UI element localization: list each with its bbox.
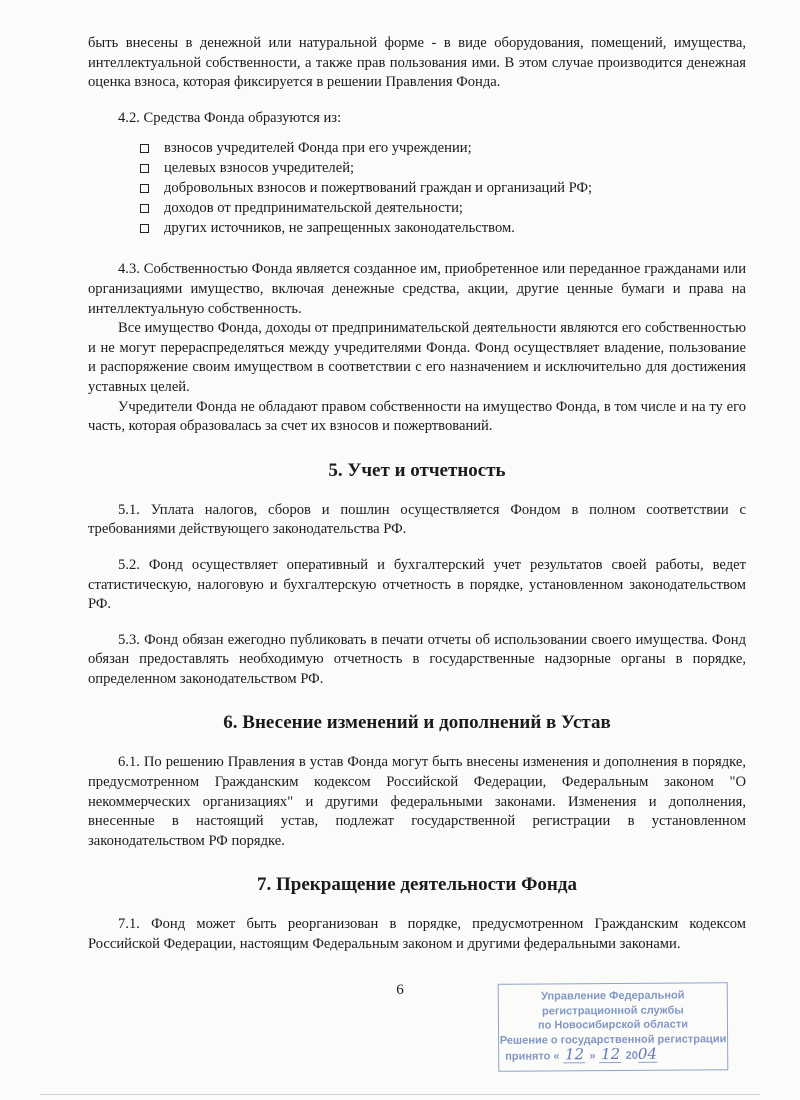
sources-list <box>88 138 746 238</box>
paragraph-4-3-founders: Учредители Фонда не обладают правом собственности на имущество Фонда, в том числе и на ту его часть, которая образовалась за счет их взносов и пожертвований. <box>88 398 746 435</box>
page-number: 6 <box>396 982 404 998</box>
paragraph-4-2: 4.2. Средства Фонда образуются из: <box>118 109 342 126</box>
checkbox-bullet-icon <box>140 224 149 233</box>
list-item: взносов учредителей Фонда при его учреждении; <box>140 138 746 158</box>
registration-stamp <box>498 982 729 1072</box>
paragraph-4-3-property: Все имущество Фонда, доходы от предпринимательской деятельности являются его собственностью и не могут перераспределяться между учредителями Фонда. Фонд осуществляет владение, пользование и распоряжение своим имуществом в соответствии с его назначением и исключительно для достижения уставных целей. <box>88 320 746 395</box>
stamp-line: регистрационной службы <box>541 1004 684 1017</box>
document-body <box>88 34 746 955</box>
paragraph-5-1: 5.1. Уплата налогов, сборов и пошлин осуществляется Фондом в полном соответствии с требованиями действующего законодательства РФ. <box>88 501 746 538</box>
stamp-line: Управление Федеральной <box>541 989 685 1003</box>
paragraph-5-3: 5.3. Фонд обязан ежегодно публиковать в печати отчеты об использовании своего имущества. Фонд обязан предоставлять необходимую отчетность в государственные надзорные органы в порядке, определенном законодательством РФ. <box>88 631 746 687</box>
paragraph-5-2: 5.2. Фонд осуществляет оперативный и бухгалтерский учет результатов своей работы, ведет статистическую, налоговую и бухгалтерскую отчетность в порядке, установленном законодательством РФ. <box>88 556 746 613</box>
stamp-line: Решение о государственной регистрации <box>499 1032 727 1047</box>
checkbox-bullet-icon <box>140 164 149 173</box>
stamp-line: по Новосибирской области <box>537 1018 689 1032</box>
scan-edge-divider <box>40 1094 760 1095</box>
section-5-heading: 5. Учет и отчетность <box>328 459 506 481</box>
paragraph-4-3: 4.3. Собственностью Фонда является созданное им, приобретенное или переданное гражданами или организациями имущество, включая денежные средства, акции, другие ценные бумаги и права на интеллектуальную собственность. <box>88 261 746 317</box>
list-item: добровольных взносов и пожертвований граждан и организаций РФ; <box>140 178 746 198</box>
checkbox-bullet-icon <box>140 184 149 193</box>
stamp-day: 12 <box>564 1045 585 1064</box>
stamp-month: 12 <box>601 1044 621 1064</box>
stamp-date-line: принято « 12 » 12 2004 <box>505 1044 658 1064</box>
checkbox-bullet-icon <box>140 204 149 213</box>
list-item: других источников, не запрещенных законодательством. <box>140 218 746 238</box>
section-6-heading: 6. Внесение изменений и дополнений в Устав <box>223 712 611 734</box>
paragraph-7-1: 7.1. Фонд может быть реорганизован в порядке, предусмотренном Гражданским кодексом Российской Федерации, настоящим Федеральным законом и другими федеральными законами. <box>88 916 746 953</box>
paragraph-continuation: быть внесены в денежной или натуральной форме - в виде оборудования, помещений, имущества, интеллектуальной собственности, а также прав пользования ими. В этом случае производится денежная оценка взноса, которая фиксируется в решении Правления Фонда. <box>88 35 746 91</box>
list-item: доходов от предпринимательской деятельности; <box>140 198 746 218</box>
checkbox-bullet-icon <box>140 144 149 153</box>
paragraph-6-1: 6.1. По решению Правления в устав Фонда могут быть внесены изменения и дополнения в порядке, предусмотренном Гражданским кодексом Российской Федерации, Федеральным законом "О некоммерческих организациях" и другими федеральными законами. Изменения и дополнения, внесенные в настоящий устав, подлежат государственной регистрации в установленном законодательством РФ порядке. <box>88 754 746 849</box>
stamp-year: 04 <box>637 1044 658 1063</box>
section-7-heading: 7. Прекращение деятельности Фонда <box>257 874 577 896</box>
list-item: целевых взносов учредителей; <box>140 158 746 178</box>
